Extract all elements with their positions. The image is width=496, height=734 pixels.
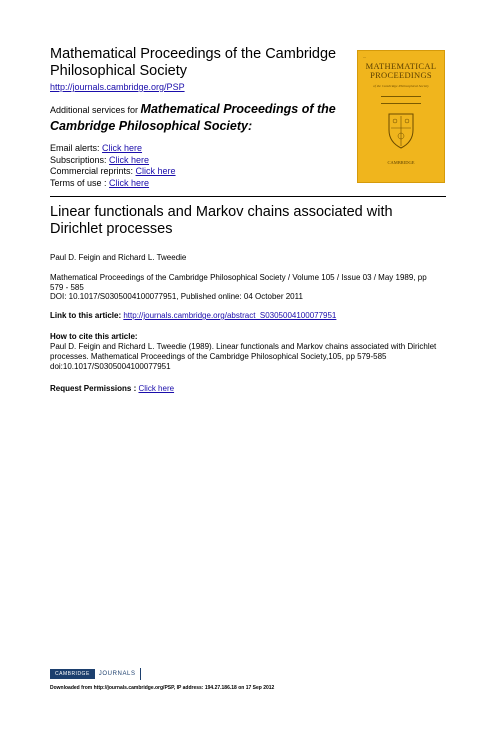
article-authors: Paul D. Feigin and Richard L. Tweedie	[50, 253, 187, 262]
request-permissions-row	[50, 384, 174, 393]
request-permissions-link[interactable]: Click here	[138, 384, 175, 393]
download-info: Downloaded from http://journals.cambridge.org/PSP, IP address: 194.27.186.18 on 17 Sep 2012	[50, 685, 275, 691]
cover-publisher: CAMBRIDGE	[387, 160, 415, 165]
how-to-cite	[50, 332, 442, 372]
additional-prefix: Additional services for	[50, 105, 141, 115]
article-title: Linear functionals and Markov chains associated with Dirichlet processes	[50, 204, 393, 237]
how-to-cite-text: Paul D. Feigin and Richard L. Tweedie (1989). Linear functionals and Markov chains associated with Dirichlet processes. Mathematical Proceedings of the Cambridge Philosophical Society,105, pp 579-585 doi:10.1017/S0305004100077951	[50, 342, 437, 371]
cambridge-journals-logo	[50, 669, 141, 679]
cover-title	[357, 62, 445, 80]
cover-title-line1: MATHEMATICAL	[365, 61, 437, 71]
service-label: Email alerts:	[50, 143, 103, 153]
cover-top-mark: —	[363, 55, 366, 59]
terms-of-use-link[interactable]: Click here	[109, 177, 150, 188]
journal-title: Mathematical Proceedings of the Cambridge Philosophical Society	[50, 46, 337, 79]
service-terms-of-use	[50, 178, 176, 190]
article-link[interactable]: http://journals.cambridge.org/abstract_S0305004100077951	[123, 311, 337, 320]
logo-journals: JOURNALS	[98, 671, 136, 677]
service-commercial-reprints	[50, 166, 176, 178]
service-label: Terms of use :	[50, 177, 110, 188]
article-doi: DOI: 10.1017/S0305004100077951, Published online: 04 October 2011	[50, 292, 303, 301]
request-permissions-label: Request Permissions :	[50, 384, 139, 393]
subscriptions-link[interactable]: Click here	[109, 154, 150, 165]
service-label: Commercial reprints:	[50, 166, 136, 176]
service-email-alerts	[50, 143, 176, 155]
how-to-cite-label: How to cite this article:	[50, 332, 138, 341]
additional-services	[50, 101, 340, 135]
article-link-row	[50, 311, 336, 320]
cover-title-line2: PROCEEDINGS	[370, 70, 432, 80]
email-alerts-link[interactable]: Click here	[102, 143, 143, 153]
article-citation: Mathematical Proceedings of the Cambridge Philosophical Society / Volume 105 / Issue 03 / May 1989, pp 579 - 585	[50, 273, 427, 292]
service-subscriptions	[50, 155, 176, 167]
journal-url-link[interactable]: http://journals.cambridge.org/PSP	[50, 82, 185, 92]
additional-journal-title: Mathematical Proceedings of the Cambridge Philosophical Society:	[50, 102, 336, 133]
service-label: Subscriptions:	[50, 154, 110, 165]
logo-divider	[140, 668, 141, 680]
section-divider	[50, 196, 446, 197]
services-list	[50, 143, 176, 189]
logo-cambridge: CAMBRIDGE	[50, 669, 95, 679]
journal-cover-image	[357, 50, 445, 183]
crest-icon	[385, 110, 417, 150]
cover-volume-band	[381, 96, 421, 104]
commercial-reprints-link[interactable]: Click here	[135, 166, 176, 176]
cover-subtitle: of the Cambridge Philosophical Society	[373, 84, 429, 88]
article-link-label: Link to this article:	[50, 311, 124, 320]
